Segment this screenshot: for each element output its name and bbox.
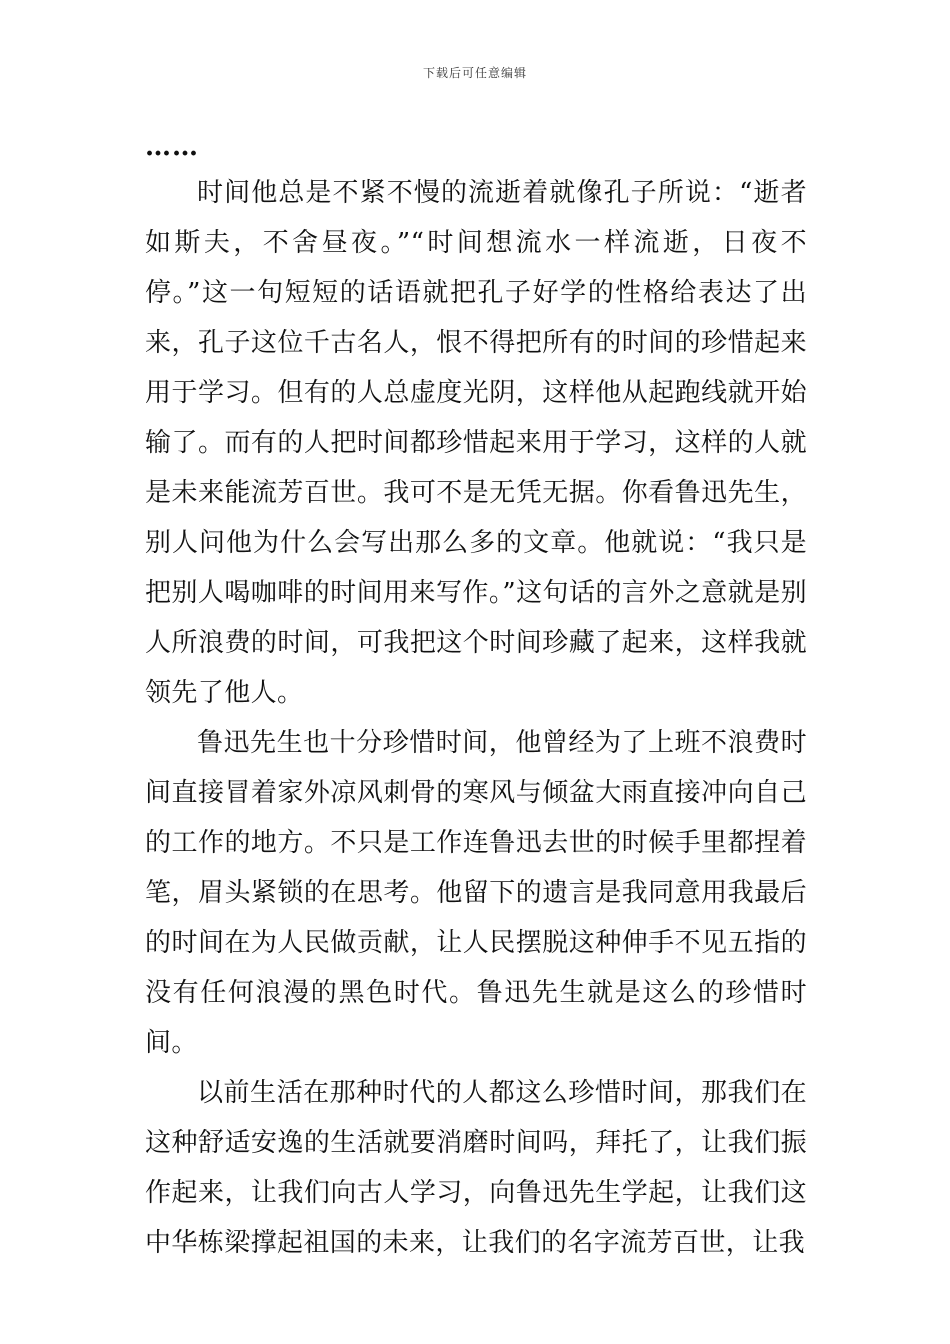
page-header: 下载后可任意编辑	[422, 66, 527, 80]
paragraph-2: 鲁迅先生也十分珍惜时间，他曾经为了上班不浪费时间直接冒着家外凉风刺骨的寒风与倾盆大雨直接冲向自己的工作的地方。不只是工作连鲁迅去世的时候手里都捏着笔，眉头紧锁的在思考。他留下的遗言是我同意用我最后的时间在为人民做贡献，让人民摆脱这种伸手不见五指的没有任何浪漫的黑色时代。鲁迅先生就是这么的珍惜时间。	[145, 728, 807, 1058]
paragraph-1: 时间他总是不紧不慢的流逝着就像孔子所说：“逝者如斯夫，不舍昼夜。”“时间想流水一样流逝，日夜不停。”这一句短短的话语就把孔子好学的性格给表达了出来，孔子这位千古名人，恨不得把所有的时间的珍惜起来用于学习。但有的人总虚度光阴，这样他从起跑线就开始输了。而有的人把时间都珍惜起来用于学习，这样的人就是未来能流芳百世。我可不是无凭无据。你看鲁迅先生，别人问他为什么会写出那么多的文章。他就说：“我只是把别人喝咖啡的时间用来写作。”这句话的言外之意就是别人所浪费的时间，可我把这个时间珍藏了起来，这样我就领先了他人。	[145, 178, 807, 708]
paragraph-3: 以前生活在那种时代的人都这么珍惜时间，那我们在这种舒适安逸的生活就要消磨时间吗，拜托了，让我们振作起来，让我们向古人学习，向鲁迅先生学起，让我们这中华栋梁撑起祖国的未来，让我们的名字流芳百世，让我	[145, 1078, 807, 1258]
ellipsis-line: ……	[145, 132, 199, 162]
document-body	[145, 128, 807, 1268]
